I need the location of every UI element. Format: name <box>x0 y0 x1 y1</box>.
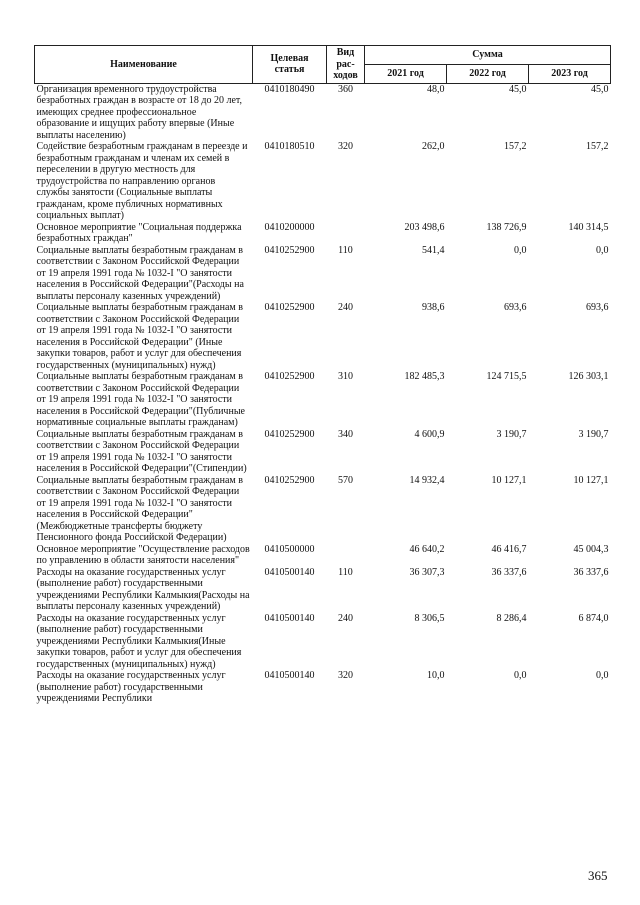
row-target-code: 0410252900 <box>264 428 315 440</box>
row-amount-2021: 10,0 <box>427 670 445 681</box>
row-name: Расходы на оказание государственных услуг (выполнение работ) государственными учреждениями Республики <box>36 670 226 704</box>
row-target-code: 0410252900 <box>264 302 315 313</box>
row-amount-2021: 36 307,3 <box>409 566 445 578</box>
row-name: Основное мероприятие "Осуществление расходов по управлению в области занятости населения" <box>36 543 250 566</box>
row-amount-2021: 541,4 <box>422 244 445 256</box>
row-amount-2021: 48,0 <box>427 83 445 95</box>
table-row <box>35 670 611 705</box>
row-name: Содействие безработным гражданам в переезде и безработным гражданам и членам их семей в переселении в другую местность для трудоустройства по направлению органов службы занятости (Социальные выплаты гражданам, кроме публичных нормативных социальных выплат) <box>36 141 248 221</box>
row-target-code: 0410252900 <box>264 244 315 256</box>
row-amount-2023: 0,0 <box>596 670 609 681</box>
table-row <box>35 302 611 371</box>
table-row <box>35 567 611 613</box>
row-expense-type: 240 <box>338 612 353 624</box>
row-amount-2022: 693,6 <box>504 302 527 313</box>
row-expense-type: 570 <box>338 474 353 486</box>
table-row <box>35 613 611 671</box>
row-target-code: 0410252900 <box>264 474 315 486</box>
row-amount-2021: 182 485,3 <box>404 371 445 382</box>
table-row <box>35 371 611 429</box>
row-name: Социальные выплаты безработным гражданам в соответствии с Законом Российской Федерации от 19 апреля 1991 года № 1032-I "О занятости населения в Российской Федерации"(Публичные нормативные социальные выплаты гражданам) <box>36 371 245 428</box>
table-row <box>35 544 611 567</box>
row-amount-2021: 14 932,4 <box>409 474 445 486</box>
row-expense-type: 320 <box>338 141 353 152</box>
row-amount-2021: 46 640,2 <box>409 543 445 555</box>
row-expense-type <box>327 544 365 567</box>
row-amount-2022: 8 286,4 <box>496 612 527 624</box>
header-year-2023: 2023 год <box>529 64 611 83</box>
row-amount-2022: 36 337,6 <box>491 566 527 578</box>
header-year-2021: 2021 год <box>365 64 447 83</box>
table-row <box>35 429 611 475</box>
header-name: Наименование <box>35 46 253 84</box>
row-amount-2023: 140 314,5 <box>568 221 609 233</box>
header-target: Целевая статья <box>253 46 327 84</box>
row-target-code: 0410200000 <box>264 221 315 233</box>
row-target-code: 0410180490 <box>264 83 315 95</box>
row-amount-2023: 0,0 <box>596 244 609 256</box>
row-name: Основное мероприятие "Социальная поддержка безработных граждан" <box>36 221 242 244</box>
row-amount-2023: 10 127,1 <box>573 474 609 486</box>
row-amount-2023: 45,0 <box>591 83 609 95</box>
row-target-code: 0410500140 <box>264 670 315 681</box>
row-target-code: 0410500000 <box>264 543 315 555</box>
table-body <box>35 83 611 705</box>
row-name: Социальные выплаты безработным гражданам в соответствии с Законом Российской Федерации от 19 апреля 1991 года № 1032-I "О занятости населения в Российской Федерации"(Межбюджетные трансферты бюджету Пенсионного фонда Российской Федерации) <box>36 474 243 543</box>
row-target-code: 0410180510 <box>264 141 315 152</box>
row-expense-type: 110 <box>338 566 353 578</box>
row-expense-type: 240 <box>338 302 353 313</box>
row-amount-2022: 10 127,1 <box>491 474 527 486</box>
row-amount-2022: 0,0 <box>514 670 527 681</box>
row-amount-2022: 138 726,9 <box>486 221 527 233</box>
table-row <box>35 83 611 141</box>
row-amount-2023: 6 874,0 <box>578 612 609 624</box>
row-amount-2023: 693,6 <box>586 302 609 313</box>
row-amount-2022: 157,2 <box>504 141 527 152</box>
row-target-code: 0410252900 <box>264 371 315 382</box>
row-target-code: 0410500140 <box>264 612 315 624</box>
header-year-2022: 2022 год <box>447 64 529 83</box>
row-expense-type: 360 <box>338 83 353 95</box>
header-sum: Сумма <box>365 46 611 65</box>
row-amount-2023: 157,2 <box>586 141 609 152</box>
row-amount-2021: 8 306,5 <box>414 612 445 624</box>
row-expense-type: 110 <box>338 244 353 256</box>
row-amount-2022: 46 416,7 <box>491 543 527 555</box>
table-header <box>35 46 611 84</box>
row-amount-2023: 45 004,3 <box>573 543 609 555</box>
row-expense-type: 310 <box>338 371 353 382</box>
row-amount-2023: 126 303,1 <box>568 371 609 382</box>
row-amount-2022: 45,0 <box>509 83 527 95</box>
row-expense-type: 340 <box>338 428 353 440</box>
row-amount-2021: 203 498,6 <box>404 221 445 233</box>
row-amount-2023: 3 190,7 <box>578 428 609 440</box>
row-amount-2023: 36 337,6 <box>573 566 609 578</box>
table-row <box>35 141 611 222</box>
page-number: 365 <box>588 868 608 883</box>
row-expense-type <box>327 222 365 245</box>
row-name: Социальные выплаты безработным гражданам в соответствии с Законом Российской Федерации от 19 апреля 1991 года № 1032-I "О занятости населения в Российской Федерации" (Иные закупки товаров, работ и услуг для обеспечения государственных (муниципальных) нужд) <box>36 302 243 371</box>
header-vid: Вид рас-ходов <box>327 46 365 84</box>
row-amount-2021: 262,0 <box>422 141 445 152</box>
row-name: Социальные выплаты безработным гражданам в соответствии с Законом Российской Федерации от 19 апреля 1991 года № 1032-I "О занятости населения в Российской Федерации"(Стипендии) <box>36 428 247 474</box>
row-amount-2021: 938,6 <box>422 302 445 313</box>
row-name: Расходы на оказание государственных услуг (выполнение работ) государственными учреждениями Республики Калмыкия(Иные закупки товаров, работ и услуг для обеспечения государственных (муниципальных) нужд) <box>36 612 242 670</box>
row-amount-2021: 4 600,9 <box>414 428 445 440</box>
row-amount-2022: 3 190,7 <box>496 428 527 440</box>
table-row <box>35 475 611 544</box>
row-amount-2022: 0,0 <box>514 244 527 256</box>
row-name: Расходы на оказание государственных услуг (выполнение работ) государственными учреждениями Республики Калмыкия(Расходы на выплаты персоналу казенных учреждений) <box>36 566 250 612</box>
table-row <box>35 222 611 245</box>
budget-table <box>34 45 611 705</box>
row-amount-2022: 124 715,5 <box>486 371 527 382</box>
row-expense-type: 320 <box>338 670 353 681</box>
row-name: Социальные выплаты безработным гражданам в соответствии с Законом Российской Федерации от 19 апреля 1991 года № 1032-I "О занятости населения в Российской Федерации"(Расходы на выплаты персоналу казенных учреждений) <box>36 244 244 302</box>
table-row <box>35 245 611 303</box>
row-name: Организация временного трудоустройства безработных граждан в возрасте от 18 до 20 лет, имеющих среднее профессиональное образование и ищущих работу впервые (Иные выплаты населению) <box>36 83 243 141</box>
row-target-code: 0410500140 <box>264 566 315 578</box>
